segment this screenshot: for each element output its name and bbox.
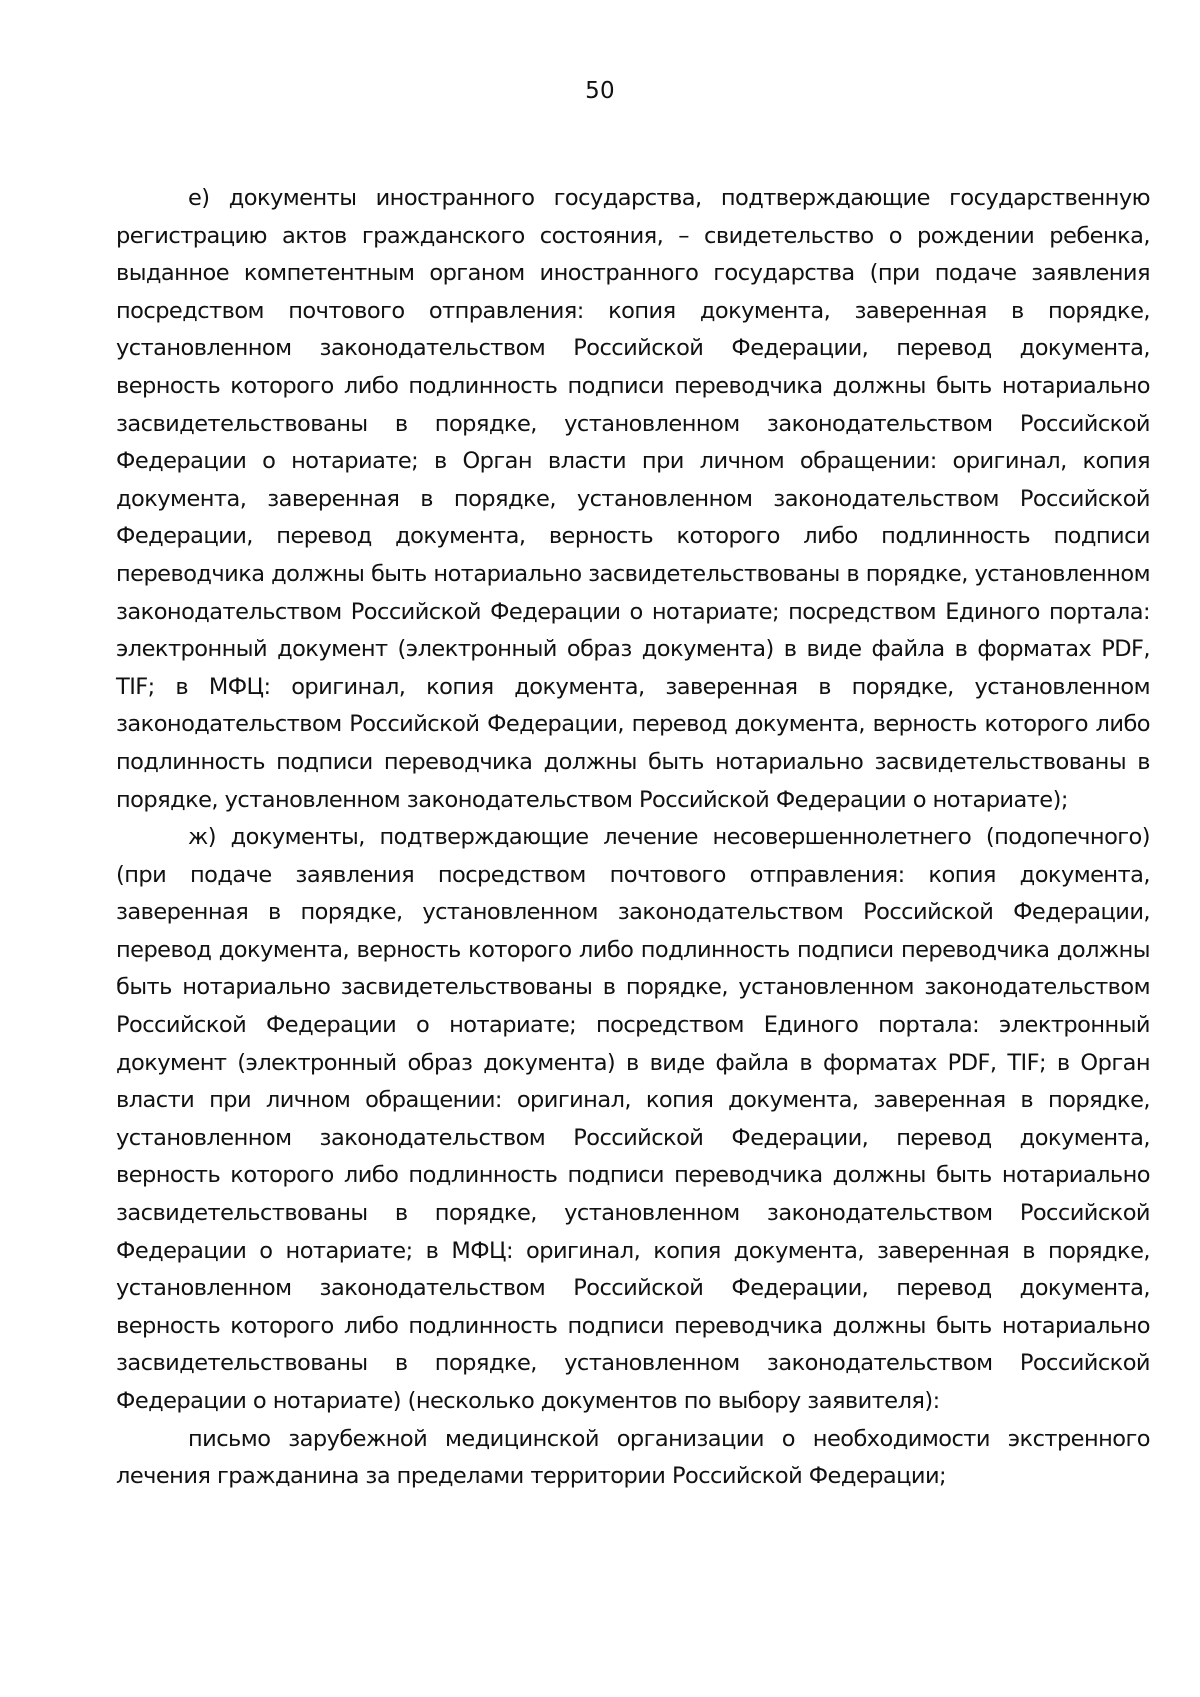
document-body: [116, 180, 1150, 1496]
paragraph-treatment-documents: ж) документы, подтверждающие лечение несовершеннолетнего (подопечного) (при подаче заявления посредством почтового отправления: копия документа, заверенная в порядке, установленном законодательством Российской Федерации, перевод документа, верность которого либо подлинность подписи переводчика должны быть нотариально засвидетельствованы в порядке, установленном законодательством Российской Федерации о нотариате; посредством Единого портала: электронный документ (электронный образ документа) в виде файла в форматах PDF, TIF; в Орган власти при личном обращении: оригинал, копия документа, заверенная в порядке, установленном законодательством Российской Федерации, перевод документа, верность которого либо подлинность подписи переводчика должны быть нотариально засвидетельствованы в порядке, установленном законодательством Российской Федерации о нотариате; в МФЦ: оригинал, копия документа, заверенная в порядке, установленном законодательством Российской Федерации, перевод документа, верность которого либо подлинность подписи переводчика должны быть нотариально засвидетельствованы в порядке, установленном законодательством Российской Федерации о нотариате) (несколько документов по выбору заявителя):: [116, 824, 1150, 1414]
paragraph-foreign-state-documents: е) документы иностранного государства, подтверждающие государственную регистрацию актов гражданского состояния, – свидетельство о рождении ребенка, выданное компетентным органом иностранного государства (при подаче заявления посредством почтового отправления: копия документа, заверенная в порядке, установленном законодательством Российской Федерации, перевод документа, верность которого либо подлинность подписи переводчика должны быть нотариально засвидетельствованы в порядке, установленном законодательством Российской Федерации о нотариате; в Орган власти при личном обращении: оригинал, копия документа, заверенная в порядке, установленном законодательством Российской Федерации, перевод документа, верность которого либо подлинность подписи переводчика должны быть нотариально засвидетельствованы в порядке, установленном законодательством Российской Федерации о нотариате; посредством Единого портала: электронный документ (электронный образ документа) в виде файла в форматах PDF, TIF; в МФЦ: оригинал, копия документа, заверенная в порядке, установленном законодательством Российской Федерации, перевод документа, верность которого либо подлинность подписи переводчика должны быть нотариально засвидетельствованы в порядке, установленном законодательством Российской Федерации о нотариате);: [116, 185, 1150, 813]
page-number: 50: [585, 78, 615, 104]
paragraph-foreign-clinic-letter: письмо зарубежной медицинской организации о необходимости экстренного лечения гражданина за пределами территории Российской Федерации;: [116, 1425, 1150, 1490]
